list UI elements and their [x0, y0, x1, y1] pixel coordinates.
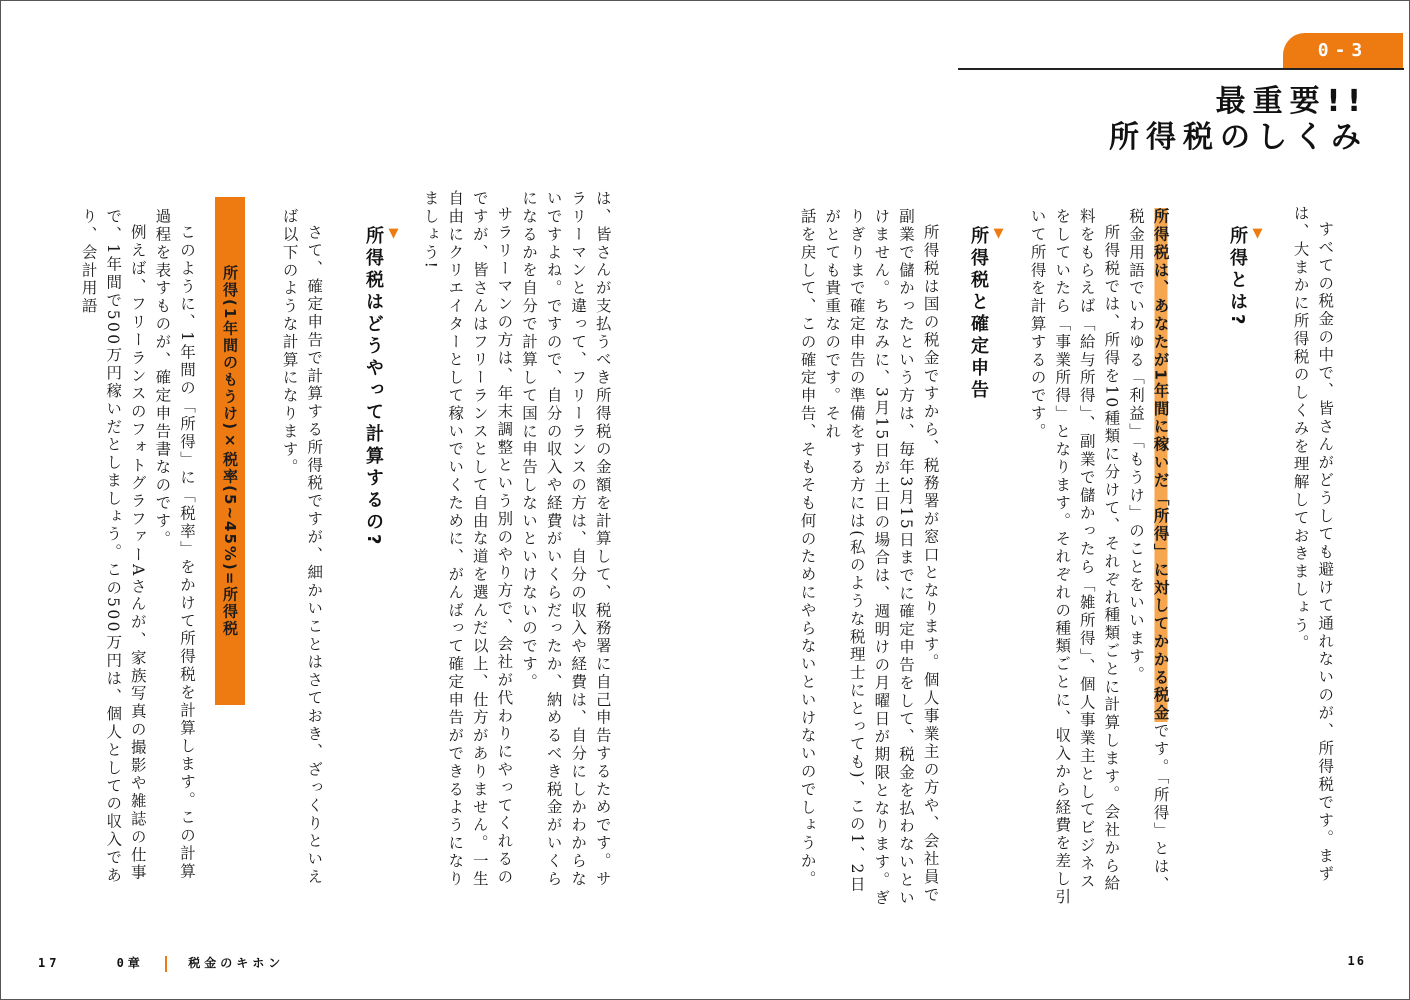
title-line-1: 最重要!!: [1215, 84, 1368, 119]
section3-paragraph-2: このように、1年間の「所得」に「税率」をかけて所得税を計算します。この計算過程を表すものが、確定申告書なのです。: [153, 208, 196, 881]
section2-paragraph-1: 所得税は国の税金ですから、税務署が窓口となります。個人事業主の方や、会社員で副業で儲かったという方は、毎年3月15日までに確定申告をして、税金を払わないといけません。ちなみに、3月15日が土日の場合は、週明けの月曜日が期限となります。ぎりぎりまで確定申告の準備をする方には(私のような税理士にとっても)、この1、2日がとても貴重なのです。それ: [823, 208, 940, 908]
intro-paragraph: [1288, 205, 1337, 905]
section-heading-text: 所得とは?: [1227, 226, 1248, 329]
section1-p1-tail: です。「所得」とは、税金用語でいわゆる「利益」「もうけ」のことをいいます。: [1126, 208, 1170, 894]
triangle-marker-icon: ▼: [1250, 226, 1265, 241]
section3-paragraph-1: さて、確定申告で計算する所得税ですが、細かいことはさておき、ざっくりといえば以下のような計算になります。: [280, 208, 324, 886]
section2-body-right: [795, 208, 943, 908]
section1-paragraph-1: [1123, 208, 1172, 908]
section-heading-keisan: [360, 226, 401, 548]
triangle-marker-icon: ▼: [991, 226, 1006, 241]
formula-box: 所得(1年間のもうけ)×税率(5~45%)=所得税: [215, 197, 245, 705]
section2-paragraph-2: 話を戻して、この確定申告、そもそも何のためにやらないといけないのでしょうか。: [798, 208, 817, 889]
section-heading-text: 所得税と確定申告: [968, 226, 989, 402]
highlight-definition: 所得税は、あなたが1年間に稼いだ「所得」に対してかかる税金: [1151, 208, 1170, 723]
section-heading-text: 所得税はどうやって計算するの?: [363, 226, 384, 549]
title-line-2: 所得税のしくみ: [1109, 120, 1368, 155]
footer-left: [38, 954, 284, 972]
triangle-marker-icon: ▼: [386, 226, 401, 241]
section3-paragraph-3: 例えば、フリーランスのフォトグラファーAさんが、家族写真の撮影や雑誌の仕事で、1年間で500万円稼いだとしましょう。この500万円は、個人としての収入であり、会計用語: [79, 208, 147, 885]
section-heading-kakutei: [965, 226, 1006, 402]
page-title: [1109, 84, 1368, 156]
page-number-right: 16: [1347, 954, 1366, 968]
section-tab: 0-3: [1283, 33, 1403, 69]
section1-body: [1025, 208, 1173, 908]
page-number-left: 17: [38, 956, 61, 970]
chapter-title: 税金のキホン: [188, 956, 285, 970]
section2-paragraph-3: は、皆さんが支払うべき所得税の金額を計算して、税務署に自己申告するためです。サラリーマンと違って、フリーランスの方は、自分の収入や経費は、自分にしかわからないですよね。ですので、自分の収入や経費がいくらだったか、納めるべき税金がいくらになるかを自分で計算して国に申告しないといけないのです。: [519, 190, 612, 889]
intro-text: すべての税金の中で、皆さんがどうしても避けて通れないのが、所得税です。まずは、大まかに所得税のしくみを理解しておきましょう。: [1291, 205, 1335, 883]
section-heading-shotoku: [1224, 226, 1265, 328]
section3-body-1: [277, 208, 326, 898]
section2-paragraph-4: サラリーマンの方は、年末調整という別のやり方で、会社が代わりにやってくれるのですが、皆さんはフリーランスとして自由な道を選んだ以上、仕方がありません。一生自由にクリエイターとして稼いでいくために、がんばって確定申告ができるようになりましょう!: [421, 190, 514, 889]
section1-paragraph-2: 所得税では、所得を10種類に分けて、それぞれ種類ごとに計算します。会社から給料をもらえば「給与所得」、副業で儲かったら「雑所得」、個人事業主としてビジネスをしていたら「事業所得」となります。それぞれの種類ごとに、収入から経費を差し引いて所得を計算するのです。: [1028, 208, 1121, 907]
section2-body-left: [418, 190, 615, 900]
chapter-label: 0章: [116, 956, 144, 970]
footer-separator: [165, 956, 167, 972]
section3-body-2: [76, 208, 199, 898]
header-rule: [958, 68, 1404, 70]
